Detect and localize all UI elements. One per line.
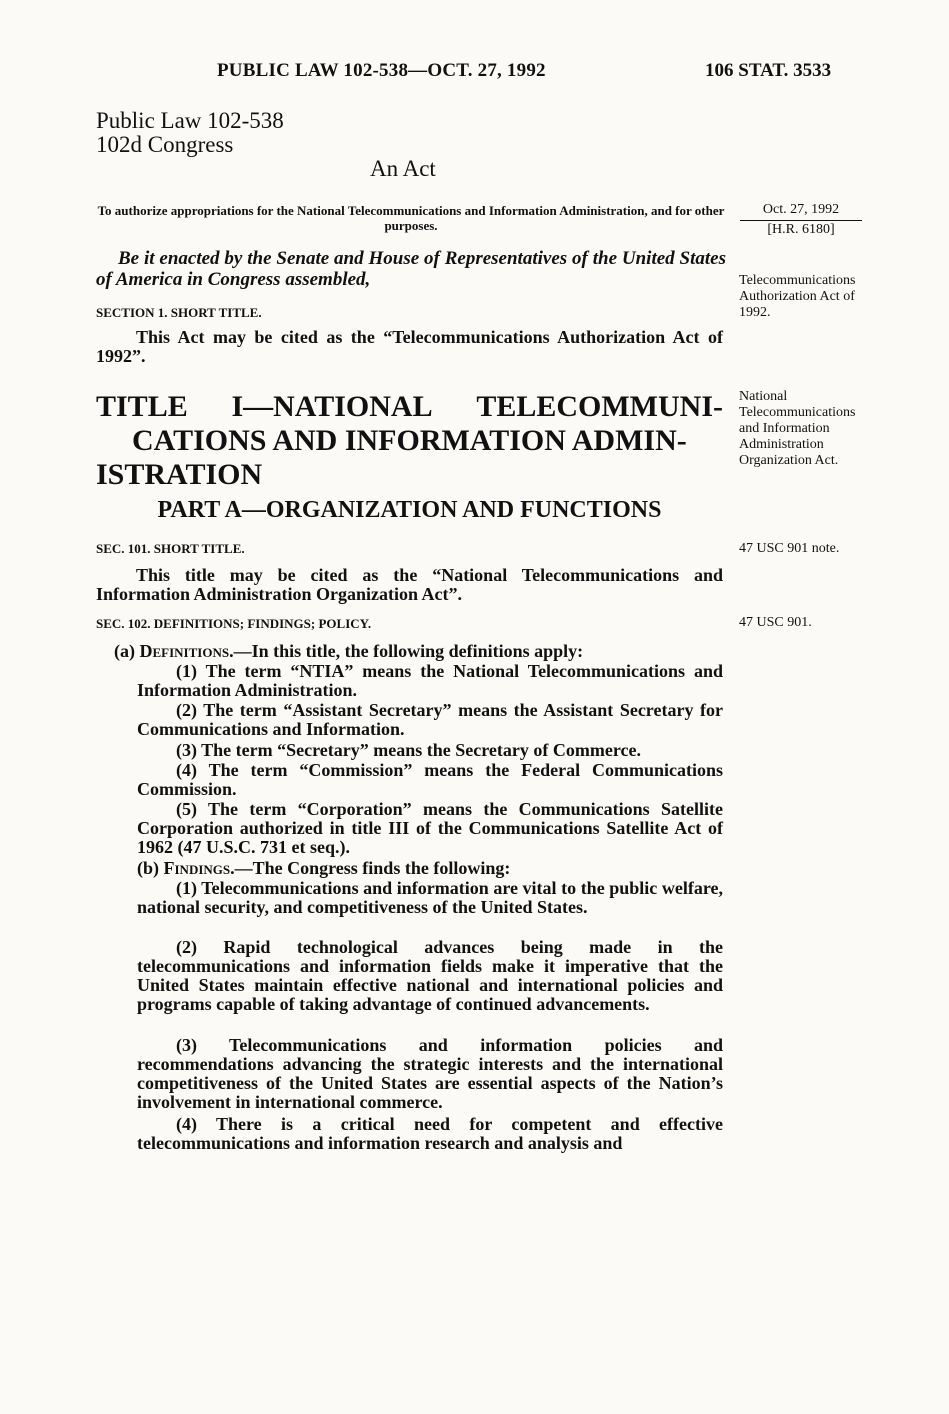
bill-number: [H.R. 6180] xyxy=(767,222,835,237)
definition-1: (1) The term “NTIA” means the National Telecommunications and Information Administration. xyxy=(137,661,723,700)
title-word: TITLE xyxy=(96,390,188,423)
running-head: PUBLIC LAW 102-538—OCT. 27, 1992 xyxy=(217,60,546,81)
law-number: Public Law 102-538 xyxy=(96,108,284,133)
subsection-a-text: .—In this title, the following definitions apply: xyxy=(229,641,584,661)
definition-3: (3) The term “Secretary” means the Secretary of Commerce. xyxy=(176,740,641,760)
subsection-b-text: .—The Congress finds the following: xyxy=(230,858,511,878)
finding-3: (3) Telecommunications and information policies and recommendations advancing the strategic interests and the international competitiveness of the United States are essential aspects of the Nation’s involvement in international commerce. xyxy=(137,1035,723,1112)
finding-2: (2) Rapid technological advances being made in the telecommunications and information fields make it imperative that the United States maintain effective national and international policies and programs capable of taking advantage of continued advancements. xyxy=(137,937,723,1014)
part-a-heading: PART A—ORGANIZATION AND FUNCTIONS xyxy=(157,497,662,523)
subsection-a-caption: Definitions xyxy=(139,641,230,661)
subsection-b-caption: Findings xyxy=(163,858,231,878)
margin-note-title-1: National Telecommunications and Information Administration Organization Act. xyxy=(739,389,856,468)
definition-5: (5) The term “Corporation” means the Communications Satellite Corporation authorized in title III of the Communications Satellite Act of 1962 (47 U.S.C. 731 et seq.). xyxy=(137,799,723,857)
enacting-clause: Be it enacted by the Senate and House of Representatives of the United States of America in Congress assembled, xyxy=(96,248,726,290)
definition-4: (4) The term “Commission” means the Federal Communications Commission. xyxy=(137,760,723,799)
title-number: I—NATIONAL xyxy=(231,390,433,423)
section-1-heading: SECTION 1. SHORT TITLE. xyxy=(96,305,262,320)
title-name-start: TELECOMMUNI- xyxy=(476,390,723,423)
section-102-heading: SEC. 102. DEFINITIONS; FINDINGS; POLICY. xyxy=(96,616,372,631)
congress-label: 102d Congress xyxy=(96,132,234,157)
definition-2: (2) The term “Assistant Secretary” means the Assistant Secretary for Communications and Information. xyxy=(137,700,723,739)
subsection-b xyxy=(137,859,723,878)
enactment-date: Oct. 27, 1992 xyxy=(740,201,862,221)
margin-note-section-102: 47 USC 901. xyxy=(739,615,812,630)
margin-note-section-101: 47 USC 901 note. xyxy=(739,541,840,556)
finding-4: (4) There is a critical need for competent and effective telecommunications and information research and analysis and xyxy=(137,1114,723,1153)
title-1-heading xyxy=(96,390,723,492)
subsection-b-label: (b) xyxy=(137,858,164,878)
subsection-a xyxy=(96,642,723,661)
section-101-heading: SEC. 101. SHORT TITLE. xyxy=(96,541,245,556)
section-101-text: This title may be cited as the “National Telecommunications and Information Administration Organization Act”. xyxy=(96,565,723,604)
stat-page-number: 106 STAT. 3533 xyxy=(705,60,832,81)
purpose-clause: To authorize appropriations for the National Telecommunications and Information Administration, and for other purposes. xyxy=(97,203,725,233)
finding-1: (1) Telecommunications and information are vital to the public welfare, national security, and competitiveness of the United States. xyxy=(137,878,723,917)
margin-note-section-1: Telecommunications Authorization Act of 1992. xyxy=(739,273,856,320)
title-heading-line-1 xyxy=(96,390,723,424)
title-heading-line-3: ISTRATION xyxy=(96,458,263,491)
section-1-text: This Act may be cited as the “Telecommunications Authorization Act of 1992”. xyxy=(96,327,723,366)
margin-note-date xyxy=(740,201,862,239)
title-heading-line-2: CATIONS AND INFORMATION ADMIN- xyxy=(132,424,687,457)
subsection-a-label: (a) xyxy=(114,641,140,661)
an-act-heading: An Act xyxy=(370,156,436,181)
